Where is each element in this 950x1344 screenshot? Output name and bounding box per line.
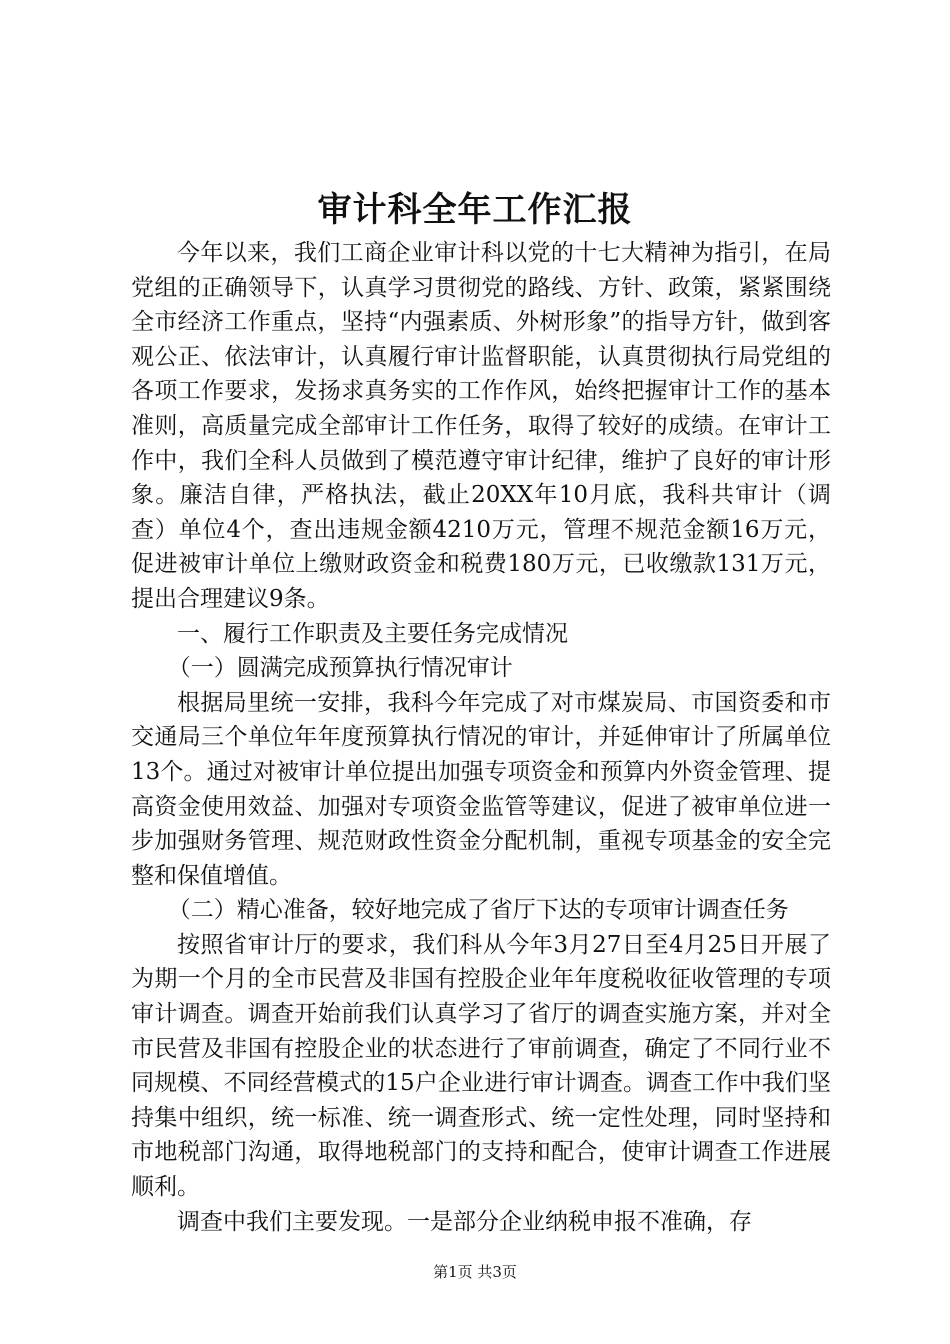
subsection-heading-2: （二）精心准备，较好地完成了省厅下达的专项审计调查任务 <box>167 897 789 924</box>
paragraph-special-audit: 按照省审计厅的要求，我们科从今年3月27日至4月25日开展了为期一个月的全市民营及非国有控股企业年年度税收征收管理的专项审计调查。调查开始前我们认真学习了省厅的调查实施方案，并对全市民营及非国有控股企业的状态进行了审前调查，确定了不同行业不同规模、不同经营模式的15户企业进行审计调查。调查工作中我们坚持集中组织，统一标准、统一调查形式、统一定性处理，同时坚持和市地税部门沟通，取得地税部门的支持和配合，使审计调查工作进展顺利。 <box>131 931 831 1201</box>
page-footer: 第1页 共3页 <box>433 1263 517 1281</box>
paragraph-intro: 今年以来，我们工商企业审计科以党的十七大精神为指引，在局党组的正确领导下，认真学习贯彻党的路线、方针、政策，紧紧围绕全市经济工作重点，坚持“内强素质、外树形象”的指导方针，做到客观公正、依法审计，认真履行审计监督职能，认真贯彻执行局党组的各项工作要求，发扬求真务实的工作作风，始终把握审计工作的基本准则，高质量完成全部审计工作任务，取得了较好的成绩。在审计工作中，我们全科人员做到了模范遵守审计纪律，维护了良好的审计形象。廉洁自律，严格执法，截止20XX年10月底，我科共审计（调查）单位4个，查出违规金额4210万元，管理不规范金额16万元，促进被审计单位上缴财政资金和税费180万元，已收缴款131万元，提出合理建议9条。 <box>131 240 831 612</box>
document-body <box>131 236 831 1239</box>
document-title: 审计科全年工作汇报 <box>317 190 633 230</box>
paragraph-findings: 调查中我们主要发现。一是部分企业纳税申报不准确，存 <box>177 1208 752 1235</box>
subsection-heading-1: （一）圆满完成预算执行情况审计 <box>167 655 513 682</box>
paragraph-budget-audit: 根据局里统一安排，我科今年完成了对市煤炭局、市国资委和市交通局三个单位年年度预算执行情况的审计，并延伸审计了所属单位13个。通过对被审计单位提出加强专项资金和预算内外资金管理、提高资金使用效益、加强对专项资金监管等建议，促进了被审单位进一步加强财务管理、规范财政性资金分配机制，重视专项基金的安全完整和保值增值。 <box>131 689 831 889</box>
section-heading-1: 一、履行工作职责及主要任务完成情况 <box>177 620 568 647</box>
